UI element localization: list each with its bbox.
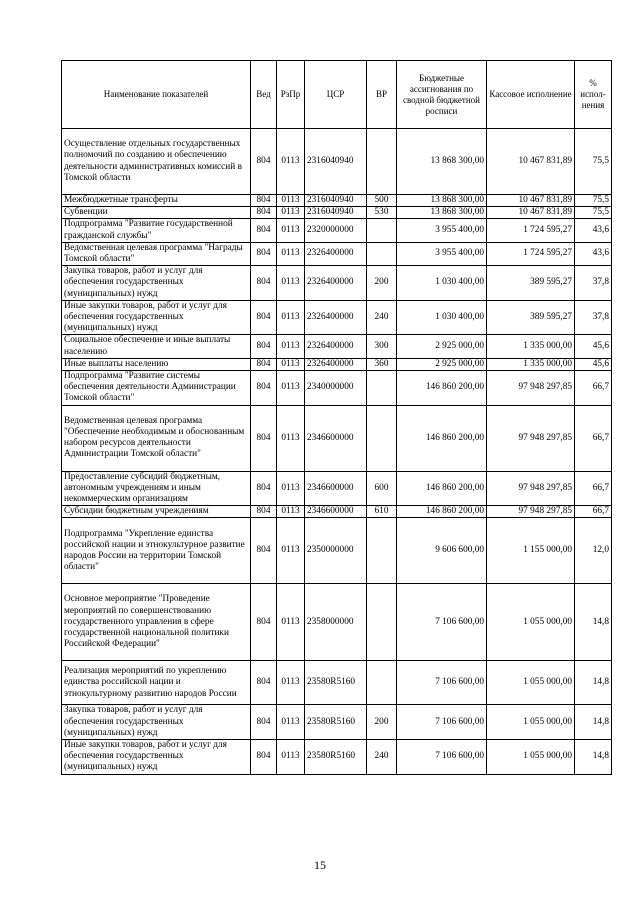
cell-kassa: 97 948 297,85 (487, 405, 575, 471)
cell-budget: 9 606 600,00 (397, 518, 487, 584)
cell-vr (367, 371, 397, 406)
cell-budget: 13 868 300,00 (397, 195, 487, 207)
cell-ved: 804 (251, 129, 277, 195)
cell-rzpr: 0113 (277, 471, 305, 506)
cell-vr (367, 405, 397, 471)
cell-csr: 2346600000 (305, 506, 367, 518)
cell-ved: 804 (251, 584, 277, 661)
cell-budget: 7 106 600,00 (397, 661, 487, 705)
cell-budget: 146 860 200,00 (397, 471, 487, 506)
cell-pct: 75,5 (575, 195, 612, 207)
cell-name: Межбюджетные трансферты (62, 195, 251, 207)
cell-vr: 200 (367, 705, 397, 740)
cell-name: Иные закупки товаров, работ и услуг для обеспечения государственных (муниципальных) нужд (62, 740, 251, 775)
cell-ved: 804 (251, 405, 277, 471)
cell-vr: 600 (367, 471, 397, 506)
table-row (62, 506, 612, 518)
cell-pct: 45,6 (575, 358, 612, 370)
cell-ved: 804 (251, 266, 277, 301)
header-pct: % испол- нения (575, 61, 612, 129)
cell-rzpr: 0113 (277, 661, 305, 705)
header-csr: ЦСР (305, 61, 367, 129)
cell-kassa: 389 595,27 (487, 300, 575, 335)
cell-name: Подпрограмма "Развитие системы обеспечения деятельности Администрации Томской области" (62, 371, 251, 406)
cell-ved: 804 (251, 335, 277, 358)
cell-pct: 66,7 (575, 471, 612, 506)
table-header-row (62, 61, 612, 129)
cell-rzpr: 0113 (277, 584, 305, 661)
table-row (62, 518, 612, 584)
cell-budget: 3 955 400,00 (397, 219, 487, 242)
cell-pct: 43,6 (575, 242, 612, 265)
table-row (62, 471, 612, 506)
table-row (62, 242, 612, 265)
cell-ved: 804 (251, 195, 277, 207)
cell-name: Ведомственная целевая программа "Обеспечение необходимым и обоснованным набором ресурсов деятельности Администрации Томской области" (62, 405, 251, 471)
cell-vr: 240 (367, 740, 397, 775)
cell-pct: 75,5 (575, 129, 612, 195)
header-budget: Бюджетные ассигнования по сводной бюджетной росписи (397, 61, 487, 129)
cell-ved: 804 (251, 219, 277, 242)
cell-budget: 7 106 600,00 (397, 740, 487, 775)
table-row (62, 740, 612, 775)
cell-pct: 37,8 (575, 266, 612, 301)
cell-kassa: 10 467 831,89 (487, 195, 575, 207)
cell-name: Закупка товаров, работ и услуг для обеспечения государственных (муниципальных) нужд (62, 705, 251, 740)
cell-csr: 2346600000 (305, 471, 367, 506)
cell-kassa: 1 055 000,00 (487, 705, 575, 740)
cell-csr: 2326400000 (305, 335, 367, 358)
page-number: 15 (314, 858, 326, 872)
cell-vr (367, 129, 397, 195)
cell-rzpr: 0113 (277, 518, 305, 584)
cell-rzpr: 0113 (277, 195, 305, 207)
cell-pct: 66,7 (575, 371, 612, 406)
cell-vr (367, 584, 397, 661)
cell-csr: 23580R5160 (305, 661, 367, 705)
cell-ved: 804 (251, 207, 277, 219)
cell-budget: 7 106 600,00 (397, 584, 487, 661)
table-row (62, 266, 612, 301)
cell-rzpr: 0113 (277, 506, 305, 518)
cell-csr: 23580R5160 (305, 705, 367, 740)
cell-pct: 14,8 (575, 584, 612, 661)
cell-ved: 804 (251, 471, 277, 506)
cell-vr: 200 (367, 266, 397, 301)
cell-name: Осуществление отдельных государственных полномочий по созданию и обеспечению деятельности административных комиссий в Томской области (62, 129, 251, 195)
cell-csr: 23580R5160 (305, 740, 367, 775)
cell-rzpr: 0113 (277, 358, 305, 370)
cell-csr: 2326400000 (305, 300, 367, 335)
table-row (62, 219, 612, 242)
header-vr: ВР (367, 61, 397, 129)
cell-pct: 14,8 (575, 740, 612, 775)
cell-budget: 2 925 000,00 (397, 335, 487, 358)
cell-budget: 13 868 300,00 (397, 207, 487, 219)
cell-kassa: 1 155 000,00 (487, 518, 575, 584)
cell-budget: 13 868 300,00 (397, 129, 487, 195)
cell-vr: 240 (367, 300, 397, 335)
cell-kassa: 389 595,27 (487, 266, 575, 301)
cell-kassa: 1 724 595,27 (487, 242, 575, 265)
table-row (62, 207, 612, 219)
cell-vr: 360 (367, 358, 397, 370)
cell-rzpr: 0113 (277, 405, 305, 471)
table-row (62, 661, 612, 705)
table-row (62, 300, 612, 335)
cell-kassa: 97 948 297,85 (487, 471, 575, 506)
cell-ved: 804 (251, 358, 277, 370)
cell-csr: 2358000000 (305, 584, 367, 661)
cell-name: Иные выплаты населению (62, 358, 251, 370)
header-name: Наименование показателей (62, 61, 251, 129)
cell-name: Субсидии бюджетным учреждениям (62, 506, 251, 518)
header-ved: Вед (251, 61, 277, 129)
cell-budget: 7 106 600,00 (397, 705, 487, 740)
cell-ved: 804 (251, 242, 277, 265)
cell-rzpr: 0113 (277, 300, 305, 335)
cell-name: Подпрограмма "Развитие государственной гражданской службы" (62, 219, 251, 242)
cell-vr (367, 219, 397, 242)
cell-name: Подпрограмма "Укрепление единства российской нации и этнокультурное развитие народов России на территории Томской области" (62, 518, 251, 584)
cell-csr: 2346600000 (305, 405, 367, 471)
cell-name: Предоставление субсидий бюджетным, автономным учреждениям и иным некоммерческим организациям (62, 471, 251, 506)
cell-rzpr: 0113 (277, 705, 305, 740)
budget-execution-table (61, 60, 612, 775)
cell-csr: 2320000000 (305, 219, 367, 242)
cell-vr (367, 518, 397, 584)
cell-rzpr: 0113 (277, 371, 305, 406)
cell-pct: 14,8 (575, 661, 612, 705)
cell-rzpr: 0113 (277, 740, 305, 775)
cell-budget: 146 860 200,00 (397, 405, 487, 471)
cell-vr: 530 (367, 207, 397, 219)
cell-kassa: 1 055 000,00 (487, 661, 575, 705)
cell-kassa: 10 467 831,89 (487, 207, 575, 219)
cell-pct: 45,6 (575, 335, 612, 358)
cell-budget: 1 030 400,00 (397, 266, 487, 301)
cell-pct: 37,8 (575, 300, 612, 335)
cell-rzpr: 0113 (277, 266, 305, 301)
cell-vr (367, 242, 397, 265)
cell-budget: 1 030 400,00 (397, 300, 487, 335)
cell-budget: 146 860 200,00 (397, 371, 487, 406)
table-row (62, 358, 612, 370)
table-row (62, 335, 612, 358)
table-row (62, 195, 612, 207)
cell-pct: 43,6 (575, 219, 612, 242)
cell-ved: 804 (251, 518, 277, 584)
cell-rzpr: 0113 (277, 219, 305, 242)
cell-pct: 14,8 (575, 705, 612, 740)
cell-vr: 300 (367, 335, 397, 358)
cell-csr: 2326400000 (305, 358, 367, 370)
cell-ved: 804 (251, 740, 277, 775)
cell-pct: 66,7 (575, 506, 612, 518)
cell-kassa: 97 948 297,85 (487, 371, 575, 406)
cell-ved: 804 (251, 506, 277, 518)
cell-kassa: 1 335 000,00 (487, 358, 575, 370)
cell-name: Ведомственная целевая программа "Награды Томской области" (62, 242, 251, 265)
cell-rzpr: 0113 (277, 335, 305, 358)
table-row (62, 371, 612, 406)
cell-name: Иные закупки товаров, работ и услуг для обеспечения государственных (муниципальных) нужд (62, 300, 251, 335)
header-rzpr: РзПр (277, 61, 305, 129)
cell-budget: 146 860 200,00 (397, 506, 487, 518)
cell-name: Основное мероприятие "Проведение мероприятий по совершенствованию государственного управления в сфере государственной национальной политики Российской Федерации" (62, 584, 251, 661)
cell-vr: 610 (367, 506, 397, 518)
cell-kassa: 1 335 000,00 (487, 335, 575, 358)
cell-name: Реализация мероприятий по укреплению единства российской нации и этнокультурному развитию народов России (62, 661, 251, 705)
cell-csr: 2326400000 (305, 266, 367, 301)
cell-csr: 2316040940 (305, 207, 367, 219)
cell-kassa: 10 467 831,89 (487, 129, 575, 195)
cell-csr: 2316040940 (305, 129, 367, 195)
cell-ved: 804 (251, 300, 277, 335)
cell-pct: 75,5 (575, 207, 612, 219)
cell-pct: 12,0 (575, 518, 612, 584)
cell-budget: 3 955 400,00 (397, 242, 487, 265)
cell-ved: 804 (251, 661, 277, 705)
cell-kassa: 97 948 297,85 (487, 506, 575, 518)
cell-name: Социальное обеспечение и иные выплаты населению (62, 335, 251, 358)
cell-csr: 2350000000 (305, 518, 367, 584)
cell-vr: 500 (367, 195, 397, 207)
cell-pct: 66,7 (575, 405, 612, 471)
table-row (62, 405, 612, 471)
cell-csr: 2326400000 (305, 242, 367, 265)
cell-kassa: 1 724 595,27 (487, 219, 575, 242)
table-row (62, 584, 612, 661)
cell-ved: 804 (251, 705, 277, 740)
cell-rzpr: 0113 (277, 207, 305, 219)
table-row (62, 705, 612, 740)
cell-rzpr: 0113 (277, 129, 305, 195)
cell-name: Закупка товаров, работ и услуг для обеспечения государственных (муниципальных) нужд (62, 266, 251, 301)
cell-rzpr: 0113 (277, 242, 305, 265)
cell-csr: 2316040940 (305, 195, 367, 207)
cell-budget: 2 925 000,00 (397, 358, 487, 370)
cell-ved: 804 (251, 371, 277, 406)
cell-kassa: 1 055 000,00 (487, 740, 575, 775)
cell-vr (367, 661, 397, 705)
cell-name: Субвенции (62, 207, 251, 219)
header-kassa: Кассовое исполнение (487, 61, 575, 129)
cell-csr: 2340000000 (305, 371, 367, 406)
cell-kassa: 1 055 000,00 (487, 584, 575, 661)
table-row (62, 129, 612, 195)
